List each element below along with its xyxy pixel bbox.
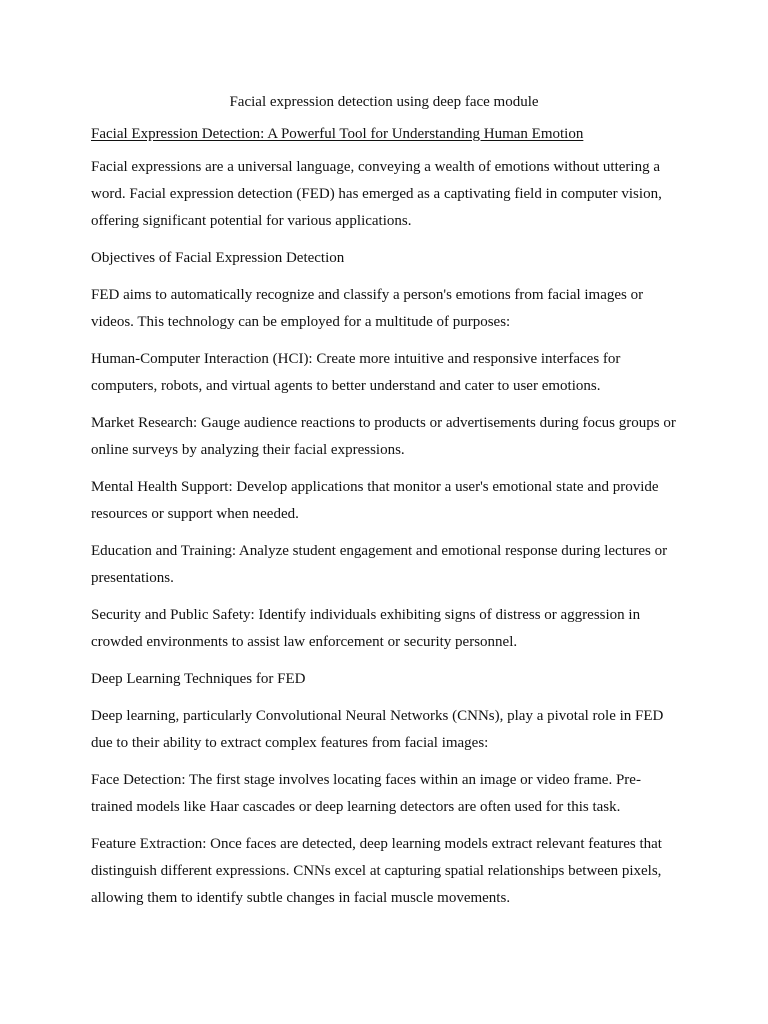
- paragraph-objectives: FED aims to automatically recognize and classify a person's emotions from facial images or videos. This technology can be employed for a multitude of purposes:: [91, 287, 644, 330]
- paragraph-feature-extraction: Feature Extraction: Once faces are detected, deep learning models extract relevant features that distinguish different expressions. CNNs excel at capturing spatial relationships between pixels, allowing them to identify subtle changes in facial muscle movements.: [91, 836, 662, 906]
- paragraph-intro: Facial expressions are a universal language, conveying a wealth of emotions without uttering a word. Facial expression detection (FED) has emerged as a captivating field in computer vision, offering significant potential for various applications.: [91, 159, 662, 229]
- paragraph-hci: Human-Computer Interaction (HCI): Create more intuitive and responsive interfaces for computers, robots, and virtual agents to better understand and cater to user emotions.: [91, 351, 621, 394]
- document-page: [91, 92, 681, 922]
- paragraph-security: Security and Public Safety: Identify individuals exhibiting signs of distress or aggression in crowded environments to assist law enforcement or security personnel.: [91, 607, 641, 650]
- paragraph-mental-health: Mental Health Support: Develop applications that monitor a user's emotional state and provide resources or support when needed.: [91, 479, 659, 522]
- paragraph-market-research: Market Research: Gauge audience reactions to products or advertisements during focus groups or online surveys by analyzing their facial expressions.: [91, 415, 676, 458]
- document-title: Facial expression detection using deep face module: [229, 94, 539, 110]
- paragraph-education: Education and Training: Analyze student engagement and emotional response during lectures or presentations.: [91, 543, 668, 586]
- paragraph-deep-learning: Deep learning, particularly Convolutional Neural Networks (CNNs), play a pivotal role in FED due to their ability to extract complex features from facial images:: [91, 708, 664, 751]
- document-subtitle: Facial Expression Detection: A Powerful Tool for Understanding Human Emotion: [91, 126, 584, 142]
- section-heading-objectives: Objectives of Facial Expression Detection: [91, 250, 345, 266]
- section-heading-deep-learning: Deep Learning Techniques for FED: [91, 671, 306, 687]
- paragraph-face-detection: Face Detection: The first stage involves locating faces within an image or video frame. Pre-trained models like Haar cascades or deep learning detectors are often used for this task.: [91, 772, 641, 815]
